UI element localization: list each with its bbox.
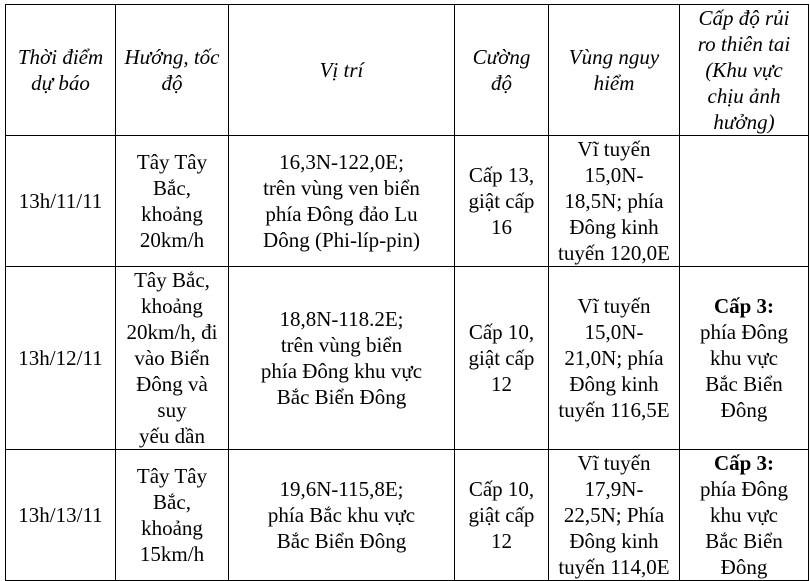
cell-intensity: Cấp 10, giật cấp 12 [455, 267, 549, 450]
header-forecast-time: Thời điểm dự báo [6, 5, 116, 136]
risk-level-label: Cấp 3: [713, 294, 775, 318]
cell-direction: Tây Bắc, khoảng 20km/h, đi vào Biển Đông và suy yếu dần [116, 267, 229, 450]
cell-danger-zone: Vĩ tuyến 17,9N- 22,5N; Phía Đông kinh tuyến 114,0E [549, 450, 680, 581]
cell-risk [680, 450, 809, 581]
table-row [6, 136, 809, 267]
cell-intensity: Cấp 10, giật cấp 12 [455, 450, 549, 581]
table-row [6, 267, 809, 450]
risk-area: phía Đông khu vực Bắc Biển Đông [699, 320, 789, 422]
header-intensity: Cường độ [455, 5, 549, 136]
cell-danger-zone: Vĩ tuyến 15,0N- 18,5N; phía Đông kinh tuyến 120,0E [549, 136, 680, 267]
cell-time: 13h/11/11 [6, 136, 116, 267]
risk-level-label: Cấp 3: [713, 451, 775, 475]
cell-direction: Tây Tây Bắc, khoảng 20km/h [116, 136, 229, 267]
cell-time: 13h/13/11 [6, 450, 116, 581]
cell-position: 16,3N-122,0E; trên vùng ven biển phía Đông đảo Lu Dông (Phi-líp-pin) [229, 136, 455, 267]
cell-danger-zone: Vĩ tuyến 15,0N- 21,0N; phía Đông kinh tuyến 116,5E [549, 267, 680, 450]
cell-time: 13h/12/11 [6, 267, 116, 450]
cell-intensity: Cấp 13, giật cấp 16 [455, 136, 549, 267]
cell-risk [680, 136, 809, 267]
cell-direction: Tây Tây Bắc, khoảng 15km/h [116, 450, 229, 581]
header-danger-zone: Vùng nguy hiểm [549, 5, 680, 136]
forecast-table [5, 4, 809, 581]
header-risk-level: Cấp độ rủi ro thiên tai (Khu vực chịu ảnh hưởng) [680, 5, 809, 136]
header-direction-speed: Hướng, tốc độ [116, 5, 229, 136]
table-row [6, 450, 809, 581]
cell-position: 19,6N-115,8E; phía Bắc khu vực Bắc Biển Đông [229, 450, 455, 581]
header-position: Vị trí [229, 5, 455, 136]
cell-position: 18,8N-118.2E; trên vùng biển phía Đông khu vực Bắc Biển Đông [229, 267, 455, 450]
cell-risk [680, 267, 809, 450]
risk-area: phía Đông khu vực Bắc Biển Đông [699, 477, 789, 579]
table-header-row [6, 5, 809, 136]
